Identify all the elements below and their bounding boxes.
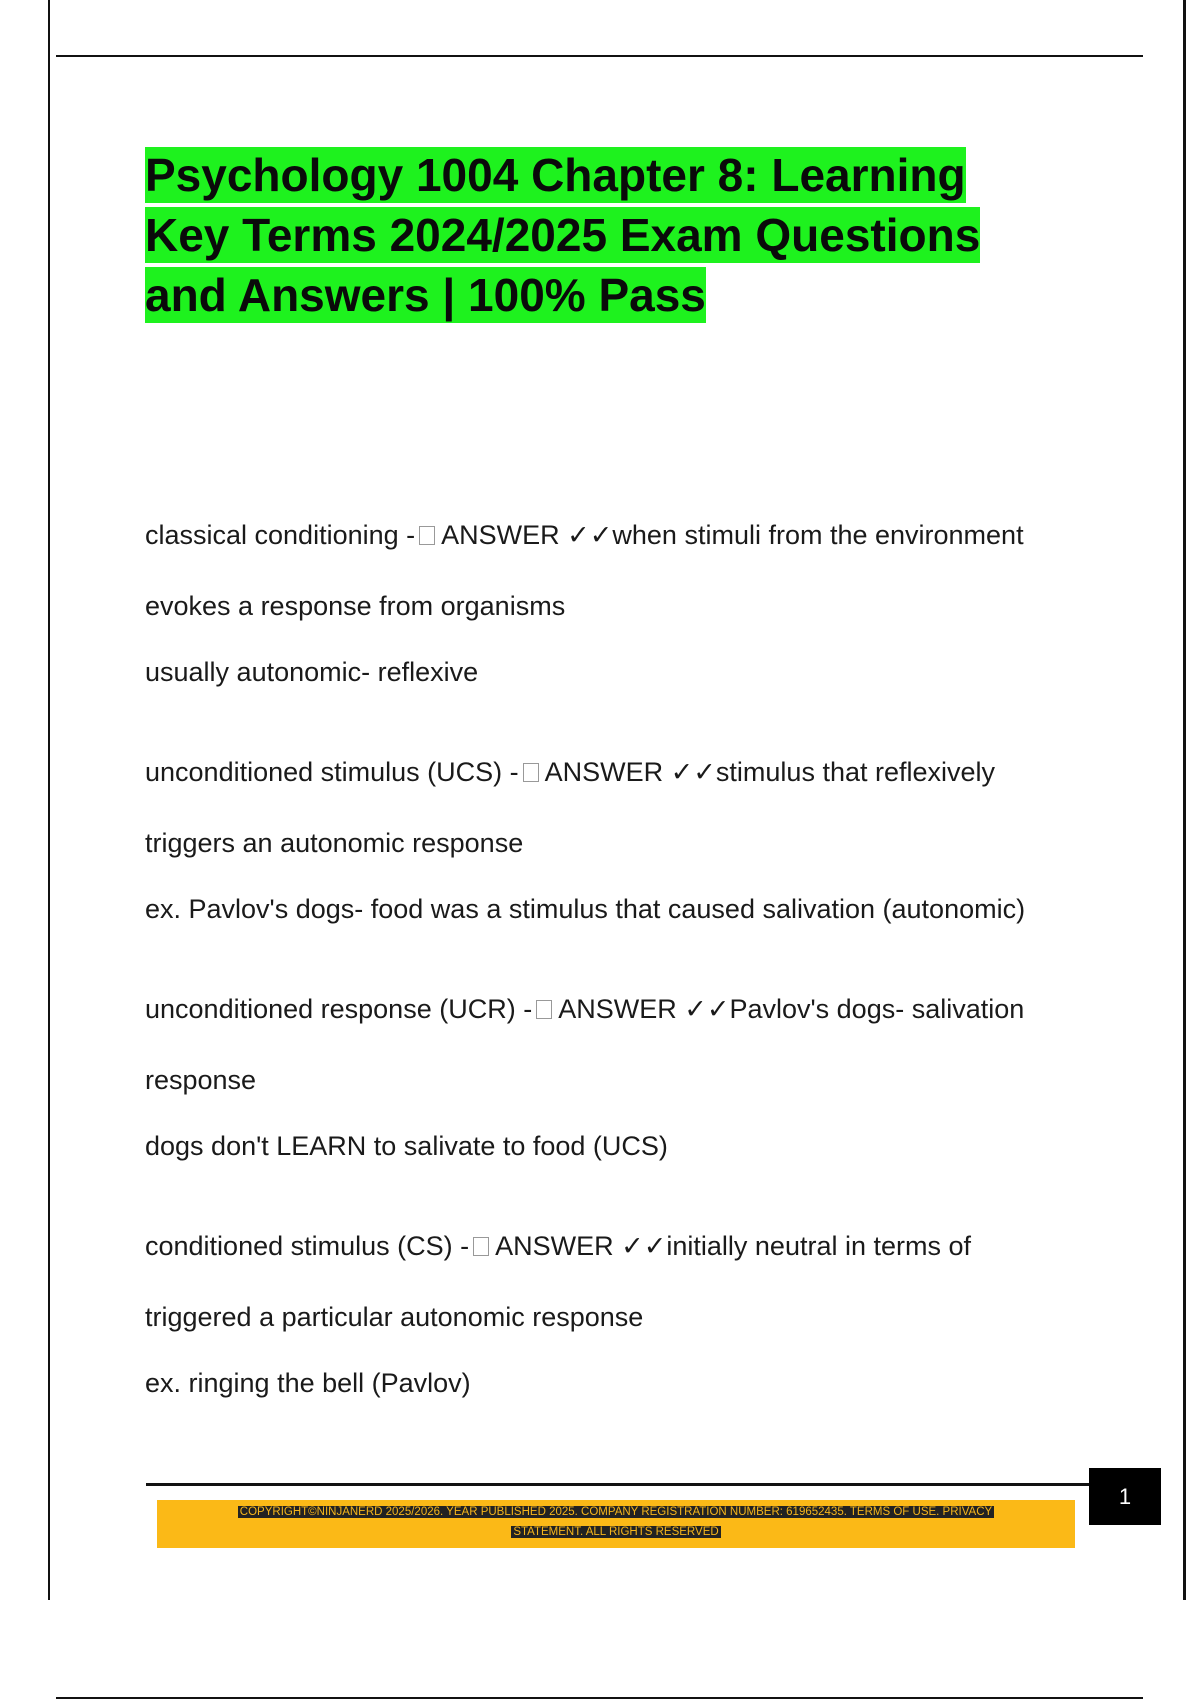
definition: stimulus that reflexively triggers an autonomic response — [145, 757, 996, 858]
entry-note: usually autonomic- reflexive — [145, 657, 479, 687]
term: classical conditioning - — [145, 520, 416, 550]
title-line-1: Psychology 1004 Chapter 8: Learning — [145, 149, 966, 201]
checkbox-glyph-icon — [536, 1000, 552, 1019]
next-page-rule — [56, 1697, 1143, 1699]
answer-label: ANSWER ✓✓ — [558, 994, 730, 1024]
term: unconditioned stimulus (UCS) - — [145, 757, 519, 787]
entry-note: ex. Pavlov's dogs- food was a stimulus that caused salivation (autonomic) — [145, 894, 1026, 924]
document-body — [145, 500, 1085, 1448]
copyright-banner — [157, 1500, 1075, 1548]
document-title — [145, 145, 1075, 325]
qa-entry — [145, 1211, 1085, 1353]
footer-rule — [146, 1483, 1090, 1486]
page-border-left — [48, 0, 50, 1600]
checkbox-glyph-icon — [419, 526, 435, 545]
term: conditioned stimulus (CS) - — [145, 1231, 470, 1261]
copyright-line-2: STATEMENT. ALL RIGHTS RESERVED — [513, 1526, 719, 1538]
checkbox-glyph-icon — [473, 1237, 489, 1256]
definition: initially neutral in terms of triggered a particular autonomic response — [145, 1231, 972, 1332]
qa-entry — [145, 974, 1085, 1116]
answer-label: ANSWER ✓✓ — [544, 757, 716, 787]
qa-entry — [145, 737, 1085, 879]
copyright-line-1: COPYRIGHT©NINJANERD 2025/2026. YEAR PUBLISHED 2025. COMPANY REGISTRATION NUMBER: 619652435. TERMS OF USE. PRIVACY — [239, 1506, 993, 1518]
term: unconditioned response (UCR) - — [145, 994, 533, 1024]
header-rule — [56, 55, 1143, 57]
qa-entry — [145, 500, 1085, 642]
page-border-right — [1183, 0, 1186, 1600]
entry-note: ex. ringing the bell (Pavlov) — [145, 1368, 471, 1398]
definition: Pavlov's dogs- salivation response — [145, 994, 1025, 1095]
definition: when stimuli from the environment evokes a response from organisms — [145, 520, 1024, 621]
title-line-3: and Answers | 100% Pass — [145, 269, 706, 321]
entry-note: dogs don't LEARN to salivate to food (UCS) — [145, 1131, 668, 1161]
answer-label: ANSWER ✓✓ — [441, 520, 613, 550]
answer-label: ANSWER ✓✓ — [495, 1231, 667, 1261]
checkbox-glyph-icon — [523, 763, 539, 782]
title-line-2: Key Terms 2024/2025 Exam Questions — [145, 209, 981, 261]
page-number: 1 — [1089, 1468, 1161, 1525]
